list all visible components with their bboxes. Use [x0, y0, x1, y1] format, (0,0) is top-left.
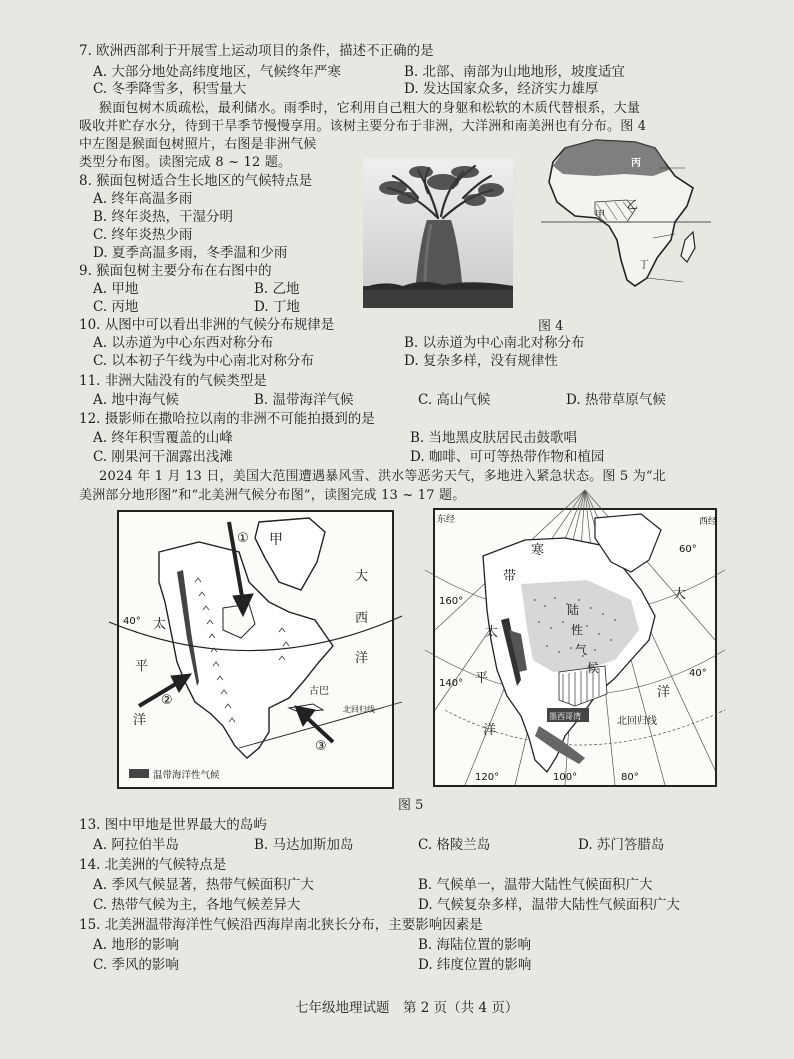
q12-stem: 12. 摄影师在撒哈拉以南的非洲不可能拍摄到的是	[79, 411, 375, 427]
q10-option-a: A. 以赤道为中心东西对称分布	[93, 335, 274, 351]
q14-option-d: D. 气候复杂多样，温带大陆性气候面积广大	[418, 897, 680, 913]
map-right-lon140: 140°	[439, 678, 464, 689]
map-right-label-han: 寒	[531, 543, 545, 558]
map-left-label-tai: 太	[153, 617, 167, 632]
map-left-label-tropic: 北回归线	[343, 705, 375, 714]
map-right-label-yang2: 洋	[657, 685, 671, 700]
fig4-label-jia: 甲	[595, 210, 605, 221]
passage1-line4: 类型分布图。读图完成 8 ~ 12 题。	[79, 155, 292, 170]
q15-option-d: D. 纬度位置的影响	[418, 957, 532, 973]
map-right-label-dai: 带	[503, 569, 517, 584]
q14-stem: 14. 北美洲的气候特点是	[79, 857, 227, 873]
page-footer: 七年级地理试题 第 2 页（共 4 页）	[295, 1000, 519, 1016]
map-left-arrow-1: ①	[237, 531, 249, 546]
q13-stem: 13. 图中甲地是世界最大的岛屿	[79, 817, 267, 833]
map-left-arrow-3: ③	[315, 739, 327, 754]
q8-option-b: B. 终年炎热，干湿分明	[93, 209, 234, 225]
q13-option-a: A. 阿拉伯半岛	[93, 837, 179, 853]
map-right-label-hou: 候	[587, 661, 600, 675]
passage1-line3: 中左图是猴面包树照片，右图是非洲气候	[79, 137, 317, 152]
map-right-west-longitude: 西经	[699, 517, 718, 527]
map-left-label-yang: 洋	[133, 713, 147, 728]
map-right-label-da: 大	[673, 587, 687, 602]
legend-temperate-oceanic: 温带海洋性气候	[153, 770, 220, 781]
q8-option-a: A. 终年高温多雨	[93, 191, 193, 207]
map-right-label-gulf: 墨西哥湾	[549, 712, 581, 721]
q8-option-d: D. 夏季高温多雨，冬季温和少雨	[93, 245, 288, 261]
map-left-lat40: 40°	[123, 616, 141, 627]
map-left-label-xi: 西	[355, 611, 369, 626]
q10-option-c: C. 以本初子午线为中心南北对称分布	[93, 353, 314, 369]
q12-option-d: D. 咖啡、可可等热带作物和植园	[410, 449, 605, 465]
passage1-line2: 吸收并贮存水分，待到干旱季节慢慢享用。该树主要分布于非洲，大洋洲和南美洲也有分布。图 4	[79, 119, 647, 134]
q8-option-c: C. 终年炎热少雨	[93, 227, 193, 243]
q14-option-a: A. 季风气候显著，热带气候面积广大	[93, 877, 314, 893]
q13-option-b: B. 马达加斯加岛	[254, 837, 354, 853]
map-right-lon80: 80°	[621, 772, 639, 783]
q9-option-a: A. 甲地	[93, 281, 139, 297]
map-left-label-jia: 甲	[269, 532, 283, 548]
q15-option-a: A. 地形的影响	[93, 937, 179, 953]
q12-option-a: A. 终年积雪覆盖的山峰	[93, 430, 233, 446]
q11-option-c: C. 高山气候	[418, 392, 491, 408]
q9-option-c: C. 丙地	[93, 299, 139, 315]
q14-option-b: B. 气候单一，温带大陆性气候面积广大	[418, 877, 653, 893]
fig4-label-yi: 乙	[627, 198, 638, 211]
map-right-east-longitude: 东经	[437, 515, 456, 525]
map-right-lon120: 120°	[475, 772, 500, 783]
q9-stem: 9. 猴面包树主要分布在右图中的	[79, 263, 272, 279]
map-right-lon100: 100°	[553, 772, 578, 783]
q7-stem: 7. 欧洲西部利于开展雪上运动项目的条件，描述不正确的是	[79, 43, 434, 59]
passage2-line2: 美洲部分地形图”和“北美洲气候分布图”，读图完成 13 ~ 17 题。	[79, 488, 466, 503]
map-right-label-tropic: 北回归线	[617, 716, 657, 727]
q9-option-b: B. 乙地	[254, 281, 300, 297]
q8-stem: 8. 猴面包树适合生长地区的气候特点是	[79, 173, 313, 189]
map-right-lat40: 40°	[689, 668, 707, 679]
map-right-lon160: 160°	[439, 596, 464, 607]
passage1-line1: 猴面包树木质疏松，最利储水。雨季时，它利用自己粗大的身躯和松软的木质代替根系，大量	[99, 101, 641, 116]
q14-option-c: C. 热带气候为主，各地气候差异大	[93, 897, 301, 913]
q13-option-c: C. 格陵兰岛	[418, 837, 491, 853]
q7-option-c: C. 冬季降雪多，积雪量大	[93, 81, 247, 97]
q15-option-b: B. 海陆位置的影响	[418, 937, 532, 953]
map-left-label-cuba: 古巴	[309, 686, 329, 697]
map-left-label-yang2: 洋	[355, 651, 369, 666]
q9-option-d: D. 丁地	[254, 299, 300, 315]
q10-option-b: B. 以赤道为中心南北对称分布	[404, 335, 585, 351]
fig4-label-bing: 丙	[631, 158, 641, 169]
africa-climate-map	[535, 130, 715, 295]
q10-stem: 10. 从图中可以看出非洲的气候分布规律是	[79, 317, 335, 333]
north-america-climate-map	[433, 508, 717, 787]
q10-option-d: D. 复杂多样，没有规律性	[404, 353, 558, 369]
q7-option-a: A. 大部分地处高纬度地区，气候终年严寒	[93, 64, 341, 80]
q11-option-b: B. 温带海洋气候	[254, 392, 354, 408]
q11-option-d: D. 热带草原气候	[566, 392, 666, 408]
map-left-label-ping: 平	[135, 659, 149, 674]
fig4-label-ding: 丁	[639, 260, 649, 271]
map-right-label-xing: 性	[571, 623, 584, 637]
map-left-arrow-2: ②	[161, 693, 173, 708]
q7-option-d: D. 发达国家众多，经济实力雄厚	[404, 81, 599, 97]
q11-stem: 11. 非洲大陆没有的气候类型是	[79, 373, 267, 389]
figure-5-caption: 图 5	[398, 798, 424, 813]
map-right-label-lu: 陆	[567, 603, 580, 617]
map-right-label-qi: 气	[575, 643, 588, 657]
north-america-terrain-map	[117, 510, 394, 789]
q15-stem: 15. 北美洲温带海洋性气候沿西海岸南北狭长分布，主要影响因素是	[79, 917, 483, 933]
map-right-label-tai: 太	[485, 625, 499, 640]
map-right-lat60: 60°	[679, 544, 697, 555]
map-left-label-da: 大	[355, 569, 369, 584]
map-right-label-ping: 平	[475, 671, 489, 686]
q11-option-a: A. 地中海气候	[93, 392, 179, 408]
q15-option-c: C. 季风的影响	[93, 957, 179, 973]
q12-option-c: C. 刚果河干涸露出浅滩	[93, 449, 233, 465]
map-right-label-yang: 洋	[483, 723, 497, 738]
q13-option-d: D. 苏门答腊岛	[578, 837, 665, 853]
q7-option-b: B. 北部、南部为山地地形，坡度适宜	[404, 64, 626, 80]
q12-option-b: B. 当地黑皮肤居民击鼓歌唱	[410, 430, 578, 446]
baobab-tree-photo	[363, 158, 513, 308]
figure-4-caption: 图 4	[538, 319, 564, 334]
passage2-line1: 2024 年 1 月 13 日，美国大范围遭遇暴风雪、洪水等恶劣天气，多地进入紧急状态。图 5 为“北	[99, 469, 666, 484]
